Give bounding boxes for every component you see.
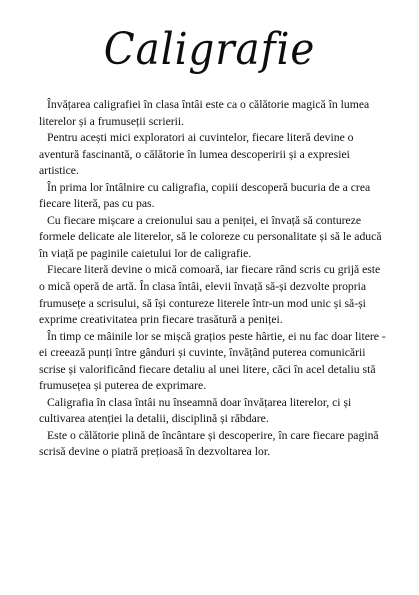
paragraph: În prima lor întâlnire cu caligrafia, copiii descoperă bucuria de a crea fiecare literă, pas cu pas.: [39, 180, 371, 211]
paragraph: În timp ce mâinile lor se mișcă grațios peste hârtie, ei nu fac doar litere - ei creează punți între gânduri și cuvinte, învățând puterea comunicării scrise și valorificând fiecare detaliu al unei litere, căci în acel detaliu stă frumusețea și puterea de exprimare.: [39, 329, 386, 393]
paragraph: Este o călătorie plină de încântare și descoperire, în care fiecare pagină scrisă devine o piatră prețioasă în dezvoltarea lor.: [39, 428, 379, 459]
paragraph: Fiecare literă devine o mică comoară, iar fiecare rând scris cu grijă este o mică operă de artă. În clasa întâi, elevii învață să-și dezvolte propria frumusețe a scrisului, să își contureze literele într-un mod unic și să-și exprime creativitatea prin fiecare trasătură a peniței.: [39, 263, 381, 327]
paragraph: Cu fiecare mișcare a creionului sau a peniței, ei învață să contureze formele delicate ale literelor, să le coloreze cu personalitate și să le aducă în viață pe paginile caietului lor de caligrafie.: [39, 213, 382, 260]
document-body: [39, 97, 388, 461]
page-title: Caligrafie: [103, 24, 316, 75]
paragraph: Caligrafia în clasa întâi nu înseamnă doar învățarea literelor, ci și cultivarea atenției la detalii, disciplină și răbdare.: [39, 395, 352, 426]
paragraph: Învățarea caligrafiei în clasa întâi este ca o călătorie magică în lumea literelor și a frumuseții scrierii.: [39, 98, 370, 128]
paragraph: Pentru acești mici exploratori ai cuvintelor, fiecare literă devine o aventură fascinantă, o călătorie în lumea descoperirii și a expresiei artistice.: [39, 131, 354, 178]
